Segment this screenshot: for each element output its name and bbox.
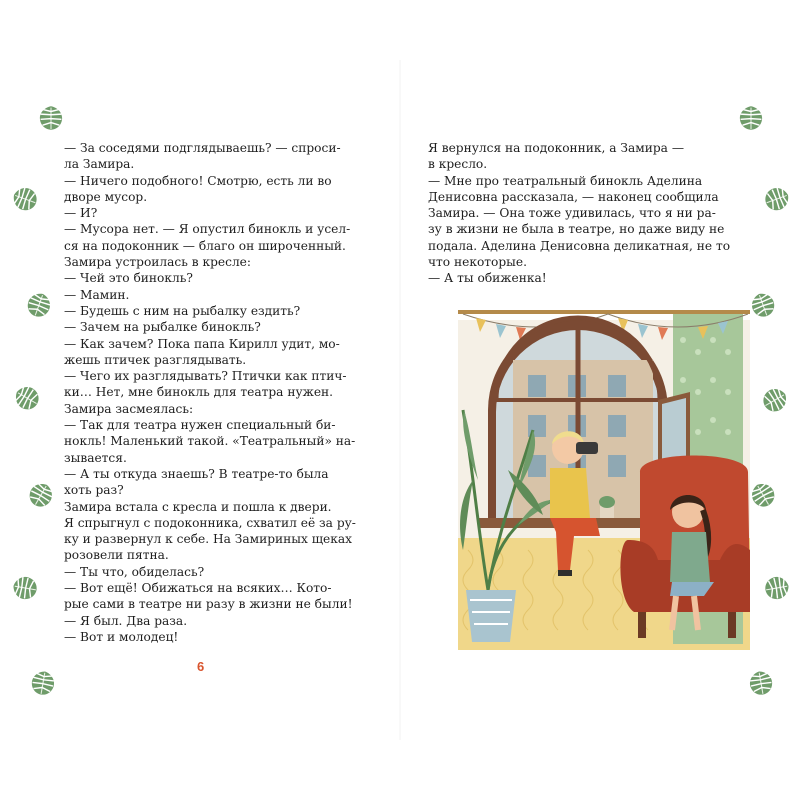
text-line: — Ничего подобного! Смотрю, есть ли во [64,173,332,188]
monstera-leaf-icon [23,477,59,513]
page-number: 6 [197,659,205,674]
text-line: — Зачем на рыбалке бинокль? [64,320,261,335]
text-line: — Мамин. [64,287,130,302]
text-line: жешь птичек разглядывать. [64,352,247,367]
text-line: — И? [64,206,98,221]
text-line: хоть раз? [64,483,124,498]
left-page-text [64,140,354,645]
monstera-leaf-icon [8,182,41,215]
text-line: зу в жизни не была в театре, но даже виду не [428,222,725,237]
text-line: — Чего их разглядывать? Птички как птич- [64,369,347,384]
monstera-leaf-icon [757,382,793,418]
text-line: — Мусора нет. — Я опустил бинокль и усел- [64,222,351,237]
illustration [458,300,750,658]
text-line: ку и развернул к себе. На Замириных щеках [64,532,353,547]
text-line: — Так для театра нужен специальный би- [64,418,336,433]
binoculars-icon [576,442,598,454]
text-line: Замира устроилась в кресле: [64,255,252,270]
text-line: зывается. [64,450,127,465]
text-line: дворе мусор. [64,189,148,204]
monstera-leaf-icon [762,573,792,603]
text-line: Замира. — Она тоже удивилась, что я ни ра- [428,206,716,221]
monstera-leaf-icon [9,380,45,416]
text-line: рые сами в театре ни разу в жизни не были! [64,597,353,612]
text-line: ла Замира. [64,157,135,172]
monstera-leaf-icon [746,288,779,321]
text-line: подала. Аделина Денисовна деликатная, не то [428,238,731,253]
text-line: — Вот ещё! Обижаться на всяких… Кото- [64,581,332,596]
text-line: — Чей это бинокль? [64,271,193,286]
text-line: Замира засмеялась: [64,401,194,416]
text-line: ся на подоконник — благо он широченный. [64,238,346,253]
text-line: Я спрыгнул с подоконника, схватил её за ру- [64,515,356,530]
text-line: — Будешь с ним на рыбалку ездить? [64,303,301,318]
monstera-leaf-icon [22,288,55,321]
monstera-leaf-icon [746,668,776,698]
curtain-rod [458,310,750,314]
right-page-text [428,140,738,287]
text-line: ки… Нет, мне бинокль для театра нужен. [64,385,334,400]
text-line: Замира встала с кресла и пошла к двери. [64,499,332,514]
text-line: — Мне про театральный бинокль Аделина [428,173,703,188]
text-line: в кресло. [428,157,488,172]
text-line: Денисовна рассказала, — наконец сообщила [428,189,719,204]
monstera-leaf-icon [738,105,764,131]
text-line: — А ты обиженка! [428,271,547,286]
text-line: что некоторые. [428,255,527,270]
text-line: Я вернулся на подоконник, а Замира — [428,141,685,155]
text-line: розовели пятна. [64,548,169,563]
text-line: — За соседями подглядываешь? — спроси- [64,141,341,155]
monstera-leaf-icon [745,477,781,513]
text-line: — Ты что, обиделась? [64,564,205,579]
text-line: — Я был. Два раза. [64,613,188,628]
text-line: — Вот и молодец! [64,629,179,644]
text-line: — А ты откуда знаешь? В театре-то была [64,466,329,481]
monstera-leaf-icon [760,182,793,215]
text-line: — Как зачем? Пока папа Кирилл удит, мо- [64,336,340,351]
text-line: нокль! Маленький такой. «Театральный» на- [64,434,356,449]
monstera-leaf-icon [10,573,40,603]
monstera-leaf-icon [38,105,64,131]
monstera-leaf-icon [28,668,58,698]
